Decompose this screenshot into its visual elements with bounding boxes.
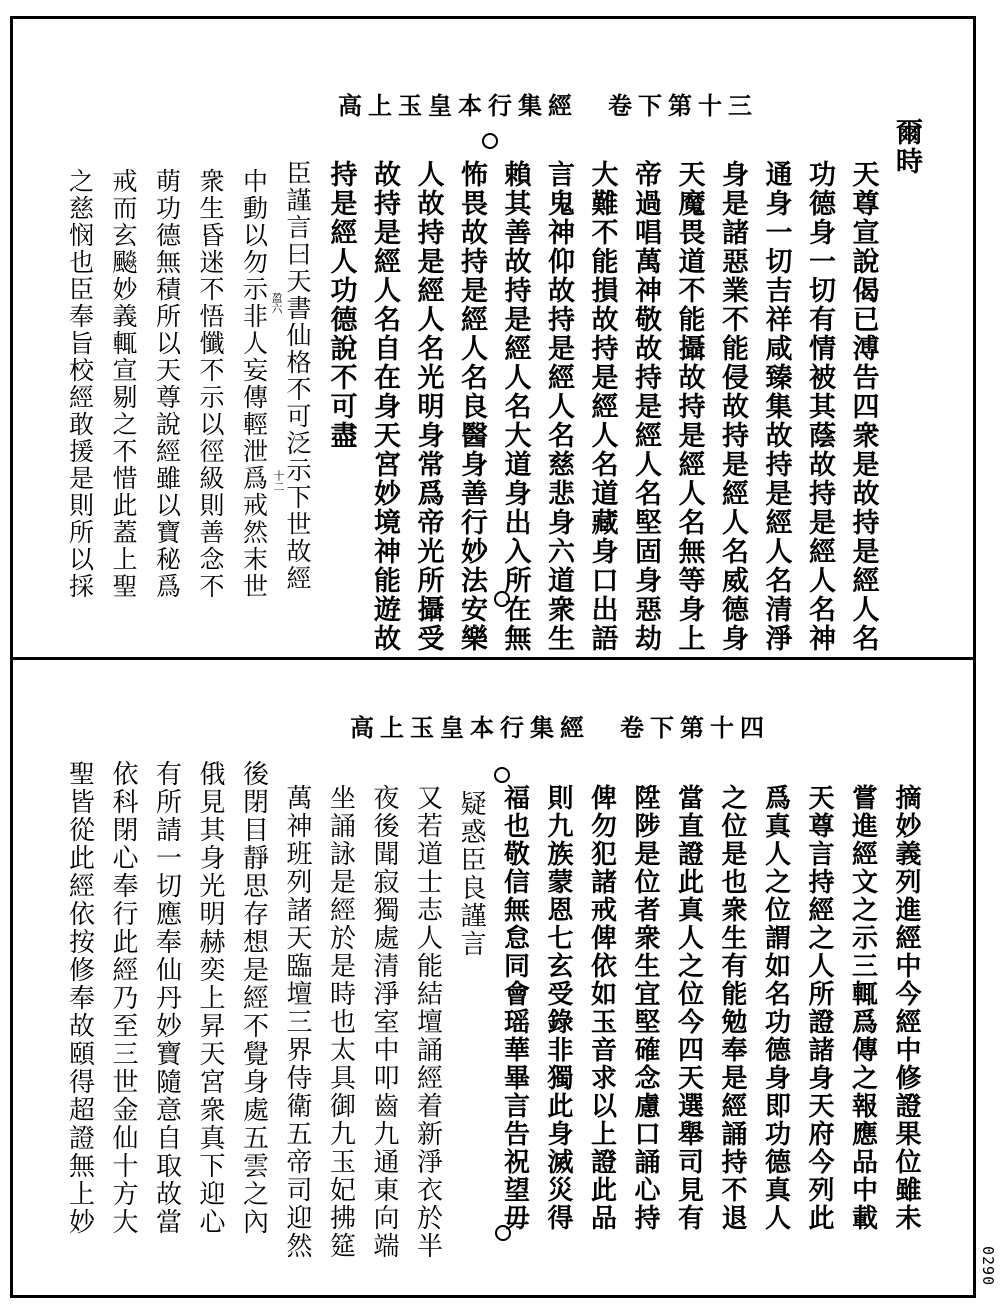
- text-column: 陞陟是位者衆生宜堅確念慮口誦心持: [630, 784, 660, 1232]
- text-column: 聖皆從此經依按修奉故頤得超證無上妙: [64, 760, 95, 1236]
- text-column: 依科閉心奉行此經乃至三世金仙十方大: [108, 760, 138, 1236]
- page-divider: [10, 657, 976, 660]
- margin-note: 盈六: [270, 292, 283, 314]
- text-column: 又若道士志人能結壇誦經着新淨衣於半: [412, 784, 443, 1260]
- text-column: 摘妙義列進經中今經中修證果位雖未: [891, 784, 921, 1232]
- text-column: 嘗進經文之示三輒爲傳之報應品中載: [847, 784, 878, 1232]
- text-column: 戒而玄飈妙義輒宣剔之不惜此蓋上聖: [109, 168, 138, 600]
- text-column: 有所請一切應奉仙丹妙寶隨意自取故當: [151, 760, 182, 1236]
- text-column: 言鬼神仰故持是經人名慈悲身六道衆生: [543, 160, 574, 653]
- text-column: 俄見其身光明赫奕上昇天宮衆真下迎心: [195, 760, 225, 1236]
- text-column: 爲真人之位謂如名功德身即功德真人: [760, 784, 791, 1232]
- text-column: 萬神班列諸天臨壇三界侍衛五帝司迎然: [282, 784, 312, 1260]
- text-column: 臣謹言曰天書仙格不可泛示下世故經: [283, 160, 312, 592]
- text-column: 持是經人功德說不可盡: [325, 160, 357, 450]
- margin-note: 十二: [272, 470, 285, 492]
- text-column: 故持是經人名自在身天宮妙境神能遊故: [369, 160, 400, 653]
- text-column: 身是諸惡業不能侵故持是經人名威德身: [717, 160, 748, 653]
- text-column: 之位是也衆生有能勉奉是經誦持不退: [717, 784, 747, 1232]
- paragraph-marker: [495, 1225, 511, 1241]
- paragraph-marker: [482, 133, 498, 149]
- text-column: 之慈悯也臣奉旨校經敢援是則所以採: [65, 168, 95, 600]
- top-header: 高上玉皇本行集經 卷下第十三: [338, 91, 758, 120]
- text-column: 人故持是經人名光明身常爲帝光所攝受: [412, 160, 444, 653]
- text-column: 俾勿犯諸戒俾依如玉音求以上證此品: [586, 784, 617, 1232]
- text-column: 則九族蒙恩七玄受錄非獨此身滅災得: [543, 784, 573, 1232]
- bottom-header: 高上玉皇本行集經 卷下第十四: [350, 713, 770, 742]
- text-column: 天尊言持經之人所證諸身天府今列此: [804, 784, 834, 1232]
- text-column: 中動以勿示非人妄傳輕泄爲戒然末世: [239, 168, 269, 600]
- paragraph-marker: [494, 767, 510, 783]
- paragraph-marker: [494, 591, 510, 607]
- text-column: 怖畏故持是經人名良醫身善行妙法安樂: [456, 160, 487, 653]
- text-column: 賴其善故持是經人名大道身出入所在無: [499, 160, 531, 653]
- text-column: 後閉目靜思存想是經不覺身處五雲之內: [238, 760, 269, 1236]
- text-column: 天魔畏道不能攝故持是經人名無等身上: [673, 160, 705, 653]
- text-column: 當直證此真人之位今四天選舉司見有: [673, 784, 704, 1232]
- text-column: 天尊宣說偈已溥告四衆是故持是經人名: [847, 160, 879, 653]
- text-column: 功德身一切有情被其蔭故持是經人名神: [804, 160, 835, 653]
- text-column: 疑惑臣良謹言: [456, 790, 486, 958]
- page-number: 0290: [979, 1246, 997, 1287]
- text-column: 通身一切吉祥咸臻集故持是經人名清淨: [760, 160, 792, 653]
- text-column: 大難不能損故持是經人名道藏身口出語: [586, 160, 618, 653]
- text-column: 衆生昏迷不悟懺不示以徑級則善念不: [196, 168, 225, 600]
- text-column: 福也敬信無怠同會瑶華畢言告祝望毋: [499, 784, 530, 1232]
- text-column: 坐誦詠是經於是時也太具御九玉妃拂筵: [325, 784, 356, 1260]
- text-column: 夜後聞寂獨處清淨室中叩齒九通東向端: [369, 784, 399, 1260]
- text-column: 爾時: [891, 118, 922, 176]
- text-column: 帝過唱萬神敬故持是經人名堅固身惡劫: [630, 160, 661, 653]
- text-column: 萌功德無積所以天尊說經雖以寶秘爲: [152, 168, 182, 600]
